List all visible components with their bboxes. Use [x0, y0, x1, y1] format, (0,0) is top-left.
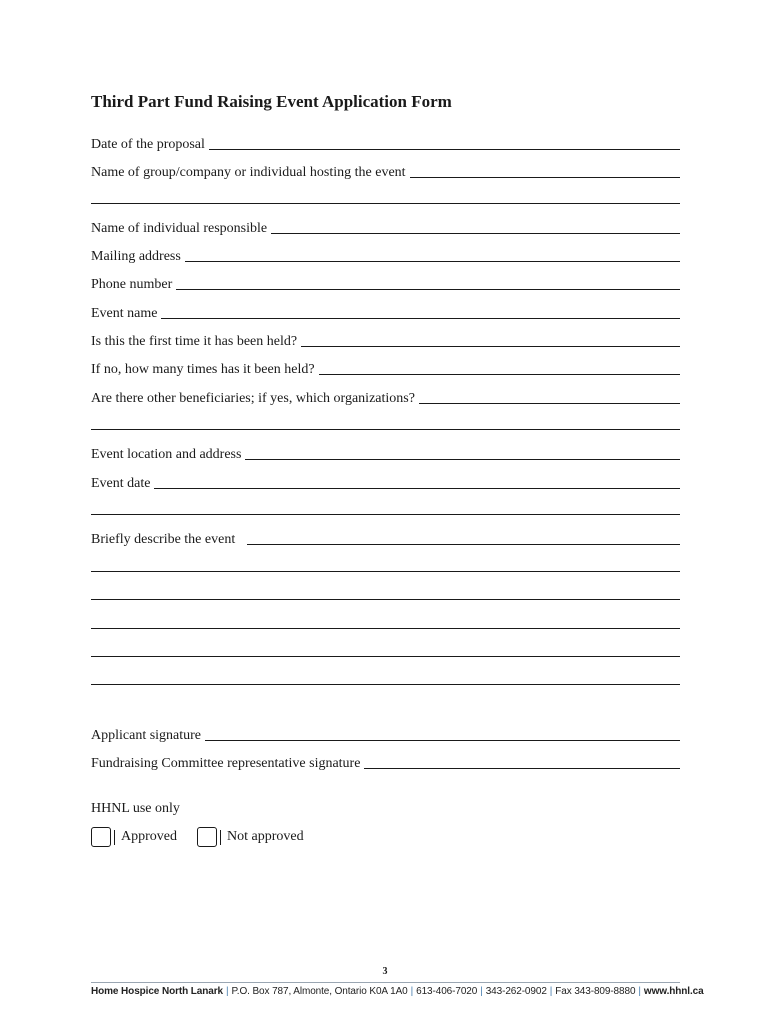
approved-option[interactable] [91, 825, 177, 849]
approved-checkbox[interactable] [91, 827, 111, 847]
input-line[interactable] [91, 656, 680, 657]
field-label: Event date [91, 476, 151, 491]
field-applicant-signature[interactable] [91, 724, 680, 744]
field-phone[interactable] [91, 273, 680, 293]
input-line[interactable] [410, 177, 680, 178]
footer-fax: Fax 343-809-8880 [555, 986, 636, 997]
field-label: Phone number [91, 277, 173, 292]
footer-address: P.O. Box 787, Almonte, Ontario K0A 1A0 [231, 986, 408, 997]
office-use-heading: HHNL use only [91, 801, 180, 816]
footer-phone-1: 613-406-7020 [416, 986, 478, 997]
field-mailing-address[interactable] [91, 245, 680, 265]
input-line[interactable] [301, 346, 680, 347]
not-approved-option[interactable] [197, 825, 304, 849]
input-line[interactable] [161, 318, 680, 319]
input-line[interactable] [247, 544, 680, 545]
field-beneficiaries-continued[interactable] [91, 413, 680, 433]
field-label: Applicant signature [91, 728, 202, 743]
field-label: Event location and address [91, 447, 242, 462]
field-describe-line-5[interactable] [91, 640, 680, 660]
approved-label: Approved [121, 829, 177, 844]
field-label: Event name [91, 306, 158, 321]
field-beneficiaries[interactable] [91, 387, 680, 407]
field-describe-line-2[interactable] [91, 555, 680, 575]
field-describe[interactable] [91, 528, 680, 548]
footer-org-name: Home Hospice North Lanark [91, 986, 223, 997]
input-line[interactable] [271, 233, 680, 234]
input-line[interactable] [209, 149, 680, 150]
field-host-name-continued[interactable] [91, 187, 680, 207]
input-line[interactable] [319, 374, 680, 375]
input-line[interactable] [91, 429, 680, 430]
footer-separator: | [225, 986, 229, 997]
input-line[interactable] [419, 403, 680, 404]
field-label: Mailing address [91, 249, 181, 264]
field-label: Briefly describe the event [91, 532, 236, 547]
not-approved-checkbox[interactable] [197, 827, 217, 847]
input-line[interactable] [91, 514, 680, 515]
field-label: If no, how many times has it been held? [91, 362, 315, 377]
input-line[interactable] [245, 459, 680, 460]
field-describe-line-6[interactable] [91, 668, 680, 688]
field-date-proposal[interactable] [91, 133, 680, 153]
footer-separator: | [480, 986, 483, 997]
field-committee-signature[interactable] [91, 752, 680, 772]
field-responsible[interactable] [91, 217, 680, 237]
input-line[interactable] [91, 628, 680, 629]
input-line[interactable] [91, 599, 680, 600]
field-label: Name of individual responsible [91, 221, 268, 236]
field-describe-line-4[interactable] [91, 612, 680, 632]
footer-separator: | [549, 986, 553, 997]
footer-contact [91, 986, 704, 997]
field-event-name[interactable] [91, 302, 680, 322]
not-approved-label: Not approved [227, 829, 304, 844]
input-line[interactable] [154, 488, 680, 489]
field-label: Fundraising Committee representative signature [91, 756, 361, 771]
input-line[interactable] [205, 740, 680, 741]
footer-separator: | [638, 986, 641, 997]
field-describe-line-3[interactable] [91, 583, 680, 603]
page-number: 3 [382, 966, 388, 977]
field-times-held[interactable] [91, 358, 680, 378]
field-event-date-continued[interactable] [91, 498, 680, 518]
field-label: Name of group/company or individual hosting the event [91, 165, 406, 180]
footer-phone-2: 343-262-0902 [485, 986, 547, 997]
input-line[interactable] [91, 684, 680, 685]
field-event-date[interactable] [91, 472, 680, 492]
footer-divider [91, 982, 680, 983]
field-label: Are there other beneficiaries; if yes, which organizations? [91, 391, 415, 406]
input-line[interactable] [91, 203, 680, 204]
footer-separator: | [410, 986, 414, 997]
input-line[interactable] [185, 261, 680, 262]
field-location[interactable] [91, 443, 680, 463]
form-title: Third Part Fund Raising Event Application Form [91, 92, 452, 111]
input-line[interactable] [91, 571, 680, 572]
input-line[interactable] [176, 289, 680, 290]
input-line[interactable] [364, 768, 680, 769]
footer-website-link[interactable]: www.hhnl.ca [643, 986, 704, 997]
field-label: Date of the proposal [91, 137, 205, 152]
field-label: Is this the first time it has been held? [91, 334, 298, 349]
field-first-time[interactable] [91, 330, 680, 350]
field-host-name[interactable] [91, 161, 680, 181]
